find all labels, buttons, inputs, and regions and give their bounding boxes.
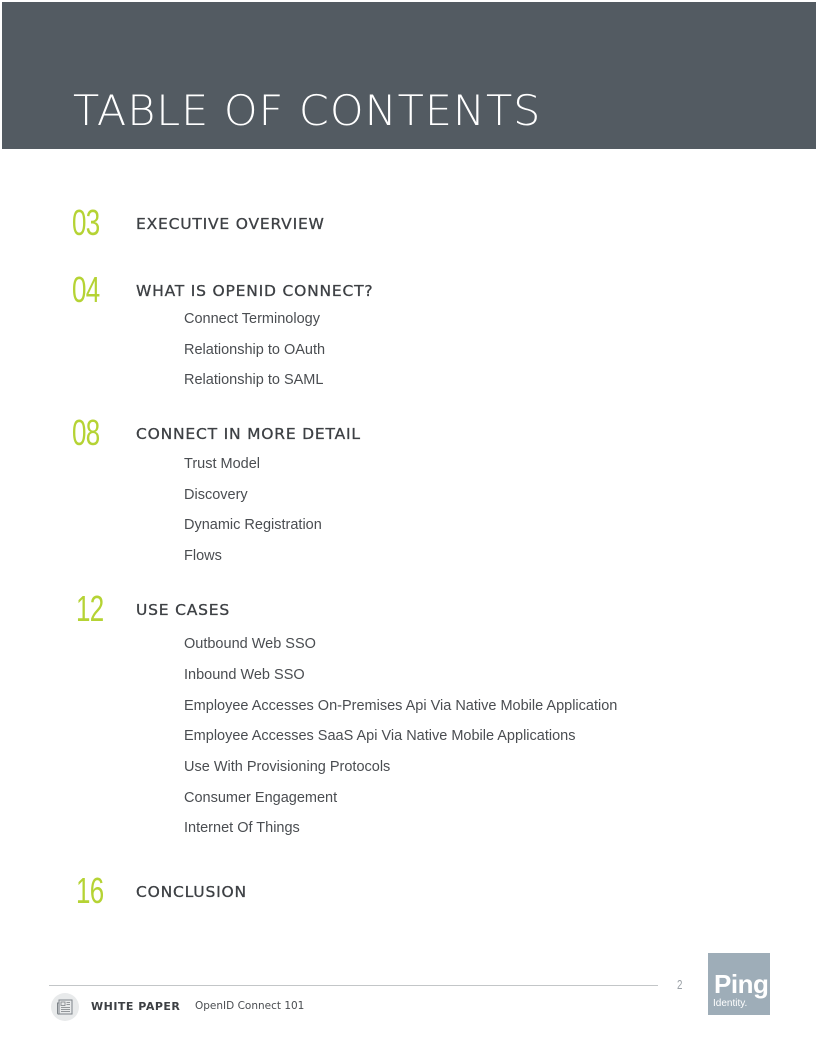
subsection-link[interactable]: Relationship to OAuth — [184, 342, 326, 358]
subsection-link[interactable]: Trust Model — [184, 456, 261, 472]
section-page-number: 12 — [76, 588, 104, 629]
subsection-link[interactable]: Outbound Web SSO — [184, 636, 316, 652]
section-title-link[interactable]: CONCLUSION — [136, 883, 247, 901]
subsection-link[interactable]: Use With Provisioning Protocols — [184, 759, 391, 775]
section-page-number: 04 — [72, 269, 100, 310]
ping-identity-logo — [708, 953, 770, 1015]
document-icon — [51, 993, 79, 1021]
subsection-link[interactable]: Internet Of Things — [184, 820, 300, 836]
header-banner — [2, 2, 816, 149]
footer-doc-type: WHITE PAPER — [91, 1000, 181, 1013]
subsection-link[interactable]: Connect Terminology — [184, 311, 320, 327]
logo-brand: Ping — [714, 969, 769, 999]
section-title-link[interactable]: WHAT IS OPENID CONNECT? — [136, 282, 374, 300]
subsection-link[interactable]: Employee Accesses On-Premises Api Via Native Mobile Application — [184, 698, 618, 714]
page-number: 2 — [677, 977, 683, 992]
subsection-link[interactable]: Consumer Engagement — [184, 790, 338, 806]
section-title-link[interactable]: EXECUTIVE OVERVIEW — [136, 215, 325, 233]
section-page-number: 03 — [72, 202, 100, 243]
subsection-link[interactable]: Inbound Web SSO — [184, 667, 305, 683]
newspaper-icon — [56, 998, 74, 1016]
subsection-link[interactable]: Flows — [184, 548, 222, 564]
section-page-number: 08 — [72, 412, 100, 453]
subsection-link[interactable]: Employee Accesses SaaS Api Via Native Mobile Applications — [184, 728, 576, 744]
page-title: TABLE OF CONTENTS — [73, 86, 542, 135]
footer-divider — [49, 985, 658, 986]
section-page-number: 16 — [76, 870, 104, 911]
footer-doc-title: OpenID Connect 101 — [195, 1000, 305, 1012]
logo-sub: Identity. — [713, 998, 748, 1009]
subsection-link[interactable]: Dynamic Registration — [184, 517, 322, 533]
subsection-link[interactable]: Relationship to SAML — [184, 372, 324, 388]
section-title-link[interactable]: USE CASES — [136, 601, 231, 619]
subsection-link[interactable]: Discovery — [184, 487, 248, 503]
section-title-link[interactable]: CONNECT IN MORE DETAIL — [136, 425, 361, 443]
